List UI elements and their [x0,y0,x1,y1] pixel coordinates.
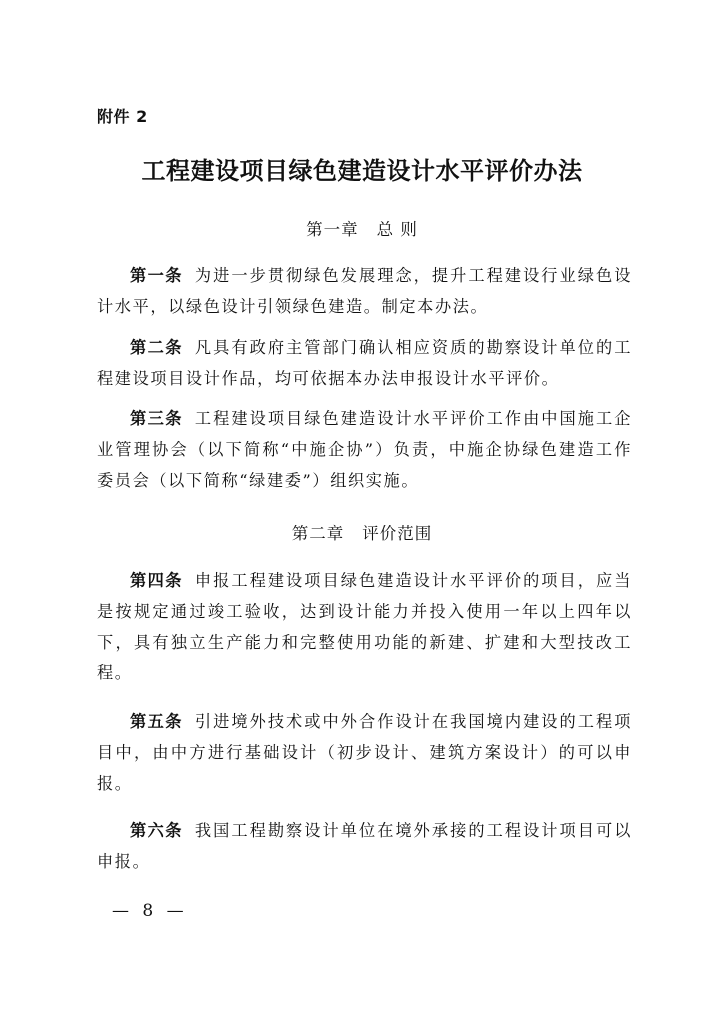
article-4 [97,566,632,689]
article-number: 第五条 [130,712,183,731]
article-text: 申报工程建设项目绿色建造设计水平评价的项目，应当是按规定通过竣工验收，达到设计能力并投入使用一年以上四年以下，具有独立生产能力和完整使用功能的新建、扩建和大型技改工程。 [97,571,633,683]
chapter-name: 评价范围 [362,524,433,543]
article-number: 第六条 [130,821,183,840]
article-number: 第四条 [130,571,183,590]
attachment-label: 附件 2 [97,107,148,126]
article-text: 凡具有政府主管部门确认相应资质的勘察设计单位的工程建设项目设计作品，均可依据本办法申报设计水平评价。 [97,338,633,388]
chapter-number: 第一章 [306,220,359,239]
article-5 [97,707,632,799]
article-1 [97,261,632,323]
chapter-heading-2 [0,520,724,544]
page-number: — 8 — [112,901,188,921]
article-number: 第一条 [130,266,183,285]
chapter-heading-1 [0,216,724,240]
article-6 [97,816,632,878]
article-text: 我国工程勘察设计单位在境外承接的工程设计项目可以申报。 [97,821,633,871]
article-text: 工程建设项目绿色建造设计水平评价工作由中国施工企业管理协会（以下简称“中施企协”）负责，中施企协绿色建造工作委员会（以下简称“绿建委”）组织实施。 [97,409,633,490]
article-3 [97,404,632,496]
article-2 [97,333,632,395]
article-text: 引进境外技术或中外合作设计在我国境内建设的工程项目中，由中方进行基础设计（初步设计、建筑方案设计）的可以申报。 [97,712,633,793]
article-number: 第三条 [130,409,183,428]
article-number: 第二条 [130,338,183,357]
article-text: 为进一步贯彻绿色发展理念，提升工程建设行业绿色设计水平，以绿色设计引领绿色建造。制定本办法。 [97,266,633,316]
document-title: 工程建设项目绿色建造设计水平评价办法 [141,156,583,185]
chapter-number: 第二章 [291,524,345,543]
chapter-name: 总 则 [376,220,418,239]
